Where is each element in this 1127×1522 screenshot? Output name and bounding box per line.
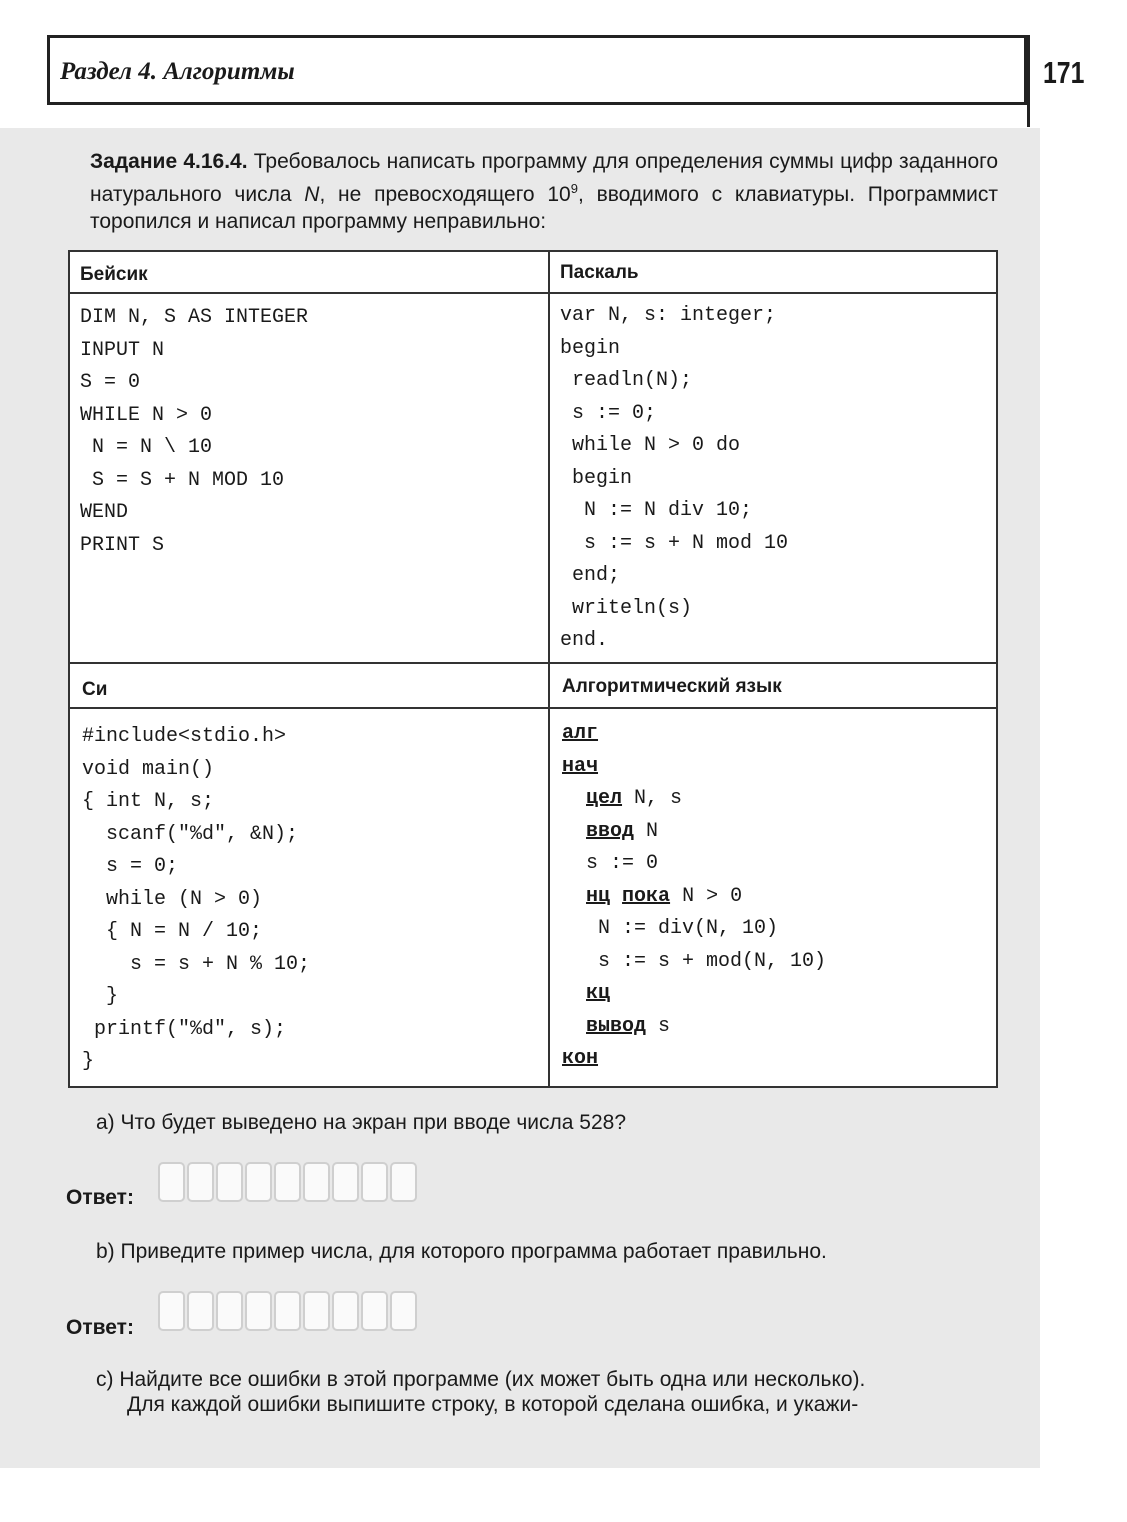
question-b: b) Приведите пример числа, для которого программа работает правильно. <box>96 1240 827 1263</box>
code-line: begin <box>560 336 621 360</box>
keyword: цел <box>586 787 623 810</box>
code-line: DIM N, S AS INTEGER <box>80 306 309 329</box>
answer-cell[interactable] <box>390 1291 417 1331</box>
answer-cell[interactable] <box>158 1162 185 1202</box>
answer-cell[interactable] <box>274 1291 301 1331</box>
keyword: кц <box>586 982 611 1005</box>
code-line <box>562 718 826 751</box>
c-header: Си <box>82 679 108 700</box>
answer-cell[interactable] <box>187 1162 214 1202</box>
answer-input-b[interactable] <box>158 1291 417 1331</box>
code-line: s = 0; <box>82 855 179 878</box>
algo-code <box>562 718 826 1076</box>
keyword: пока <box>622 884 671 908</box>
section-title: Раздел 4. Алгоритмы <box>60 58 295 85</box>
page-number: 171 <box>1043 55 1085 90</box>
code-line: void main() <box>82 757 215 781</box>
answer-cell[interactable] <box>390 1162 417 1202</box>
code-line: INPUT N <box>80 338 165 362</box>
code-line <box>562 1043 826 1076</box>
task-variable-n: N <box>304 183 320 206</box>
task-statement <box>90 148 998 235</box>
code-line: while N > 0 do <box>560 434 741 457</box>
code-line <box>562 783 826 816</box>
answer-cell[interactable] <box>274 1162 301 1202</box>
pascal-header: Паскаль <box>560 262 639 283</box>
answer-cell[interactable] <box>332 1291 359 1331</box>
code-line: s := s + mod(N, 10) <box>562 949 827 973</box>
code-line: { N = N / 10; <box>82 920 263 943</box>
keyword: кон <box>562 1047 599 1070</box>
code-line: N := N div 10; <box>560 499 753 522</box>
code-table <box>68 250 998 1088</box>
answer-cell[interactable] <box>245 1162 272 1202</box>
answer-cell[interactable] <box>216 1291 243 1331</box>
code-line <box>562 751 826 784</box>
answer-cell[interactable] <box>361 1291 388 1331</box>
code-line: var N, s: integer; <box>560 304 777 327</box>
code-text: N > 0 <box>670 884 743 908</box>
keyword: алг <box>562 722 599 745</box>
code-line: S = 0 <box>80 371 141 394</box>
code-line: end. <box>560 629 609 652</box>
code-line: printf("%d", s); <box>82 1017 287 1041</box>
keyword: нач <box>562 754 599 778</box>
answer-cell[interactable] <box>187 1291 214 1331</box>
answer-cell[interactable] <box>361 1162 388 1202</box>
code-line: N = N \ 10 <box>80 436 213 459</box>
code-line: end; <box>560 564 621 587</box>
header-divider <box>1027 35 1030 127</box>
code-line: s := s + N mod 10 <box>560 531 789 555</box>
answer-input-a[interactable] <box>158 1162 417 1202</box>
task-exponent: 9 <box>570 181 578 196</box>
code-line: s := 0 <box>562 852 659 875</box>
row-divider-3 <box>70 707 996 709</box>
answer-cell[interactable] <box>303 1162 330 1202</box>
task-text-2: , не превосходящего 10 <box>319 183 571 206</box>
answer-cell[interactable] <box>216 1162 243 1202</box>
c-code <box>82 721 310 1079</box>
question-c: с) Найдите все ошибки в этой программе (их может быть одна или несколько). <box>96 1368 866 1391</box>
task-text-1: Требовалось написать программу для определения суммы цифр заданного натурального числа <box>90 150 999 206</box>
code-line: readln(N); <box>560 369 693 392</box>
answer-cell[interactable] <box>245 1291 272 1331</box>
code-line: s := 0; <box>560 401 657 425</box>
code-line <box>562 881 826 914</box>
keyword: нц <box>586 884 611 908</box>
basic-header: Бейсик <box>80 264 148 285</box>
question-c-continuation: Для каждой ошибки выпишите строку, в которой сделана ошибка, и укажи- <box>127 1393 859 1416</box>
code-line: begin <box>560 466 633 490</box>
code-line: WEND <box>80 501 129 524</box>
code-text: N, s <box>622 787 683 810</box>
code-line: } <box>82 1050 95 1073</box>
keyword: ввод <box>586 819 635 843</box>
code-line: writeln(s) <box>560 596 693 620</box>
code-line <box>562 1011 826 1044</box>
code-line <box>562 816 826 849</box>
answer-cell[interactable] <box>303 1291 330 1331</box>
code-line: WHILE N > 0 <box>80 403 213 427</box>
column-divider <box>548 252 550 1086</box>
code-line: #include<stdio.h> <box>82 725 287 748</box>
code-line: { int N, s; <box>82 790 215 813</box>
code-line <box>562 978 826 1011</box>
answer-label-a: Ответ: <box>66 1186 134 1209</box>
keyword: вывод <box>586 1014 647 1038</box>
code-line: s = s + N % 10; <box>82 952 311 976</box>
code-line: N := div(N, 10) <box>562 917 779 940</box>
answer-label-b: Ответ: <box>66 1316 134 1339</box>
task-label: Задание 4.16.4. <box>90 150 248 173</box>
row-divider-1 <box>70 292 996 294</box>
pascal-code <box>560 300 788 658</box>
code-line: scanf("%d", &N); <box>82 822 299 846</box>
code-line: while (N > 0) <box>82 887 263 911</box>
code-text: s <box>646 1014 671 1038</box>
code-line: PRINT S <box>80 533 165 557</box>
question-a: а) Что будет выведено на экран при вводе числа 528? <box>96 1111 627 1134</box>
code-line: S = S + N MOD 10 <box>80 468 285 492</box>
algo-header: Алгоритмический язык <box>562 676 782 697</box>
code-text: N <box>634 819 659 843</box>
row-divider-2 <box>70 662 996 664</box>
basic-code <box>80 302 308 562</box>
answer-cell[interactable] <box>158 1291 185 1331</box>
code-line: } <box>82 985 119 1008</box>
answer-cell[interactable] <box>332 1162 359 1202</box>
task-text-3: , вводимого с клавиатуры. Программист торопился и написал программу неправильно: <box>90 183 998 233</box>
